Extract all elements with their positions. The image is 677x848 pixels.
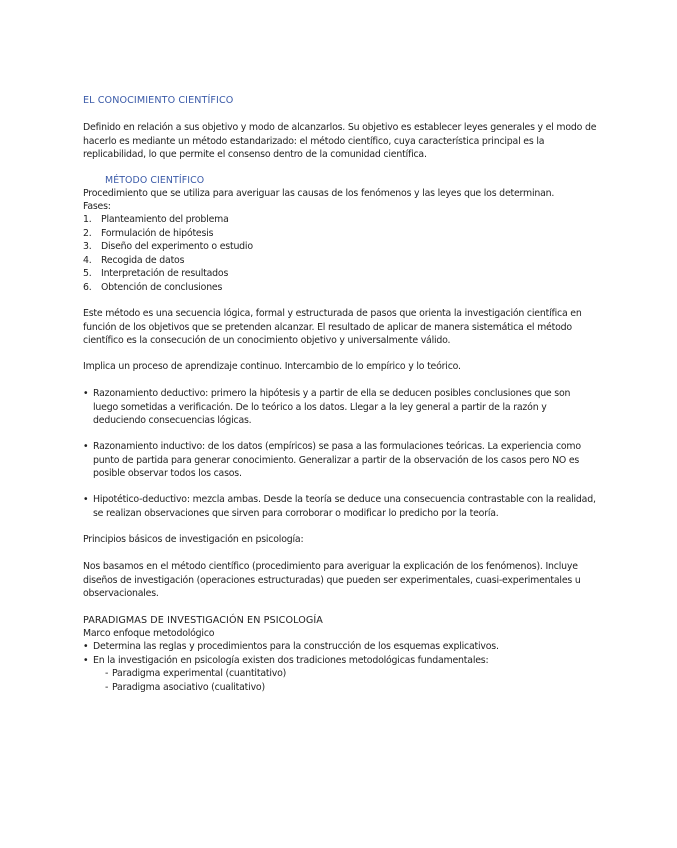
list-item: - Paradigma asociativo (cualitativo) <box>105 681 265 693</box>
bullet-icon: • <box>83 654 89 666</box>
reasoning-item-hypothetico-deductive: • Hipotético-deductivo: mezcla ambas. Desde la teoría se deduce una consecuencia contrastable con la realidad, se realizan observaciones que sirven para corroborar o modificar lo predicho por la teoría. <box>83 494 596 519</box>
list-item: 6. Obtención de conclusiones <box>83 281 223 293</box>
principles-paragraph: Nos basamos en el método científico (procedimiento para averiguar la explicación de los fenómenos). Incluye diseños de investigación (operaciones estructuradas) que pueden ser experimentales, cuasi-experimentales u observacionales. <box>83 561 581 599</box>
paradigm-types-list <box>83 667 620 694</box>
paradigms-title: PARADIGMAS DE INVESTIGACIÓN EN PSICOLOGÍA <box>83 615 323 626</box>
list-item: 3. Diseño del experimento o estudio <box>83 241 253 252</box>
list-item: • En la investigación en psicología existen dos tradiciones metodológicas fundamentales: <box>83 654 489 666</box>
list-item: 2. Formulación de hipótesis <box>83 227 214 239</box>
reasoning-item-inductive: • Razonamiento inductivo: de los datos (empíricos) se pasa a las formulaciones teóricas. La experiencia como punto de partida para generar conocimiento. Generalizar a partir de la observación de los casos pero NO es posible observar todos los casos. <box>83 441 581 479</box>
intro-paragraph: Definido en relación a sus objetivo y modo de alcanzarlos. Su objetivo es establecer leyes generales y el modo de hacerlo es mediante un método estandarizado: el método científico, cuya característica principal es la replicabilidad, lo que permite el consenso dentro de la comunidad científica. <box>83 122 597 160</box>
principles-title: Principios básicos de investigación en psicología: <box>83 534 304 545</box>
bullet-icon: • <box>83 441 89 452</box>
learning-paragraph: Implica un proceso de aprendizaje continuo. Intercambio de lo empírico y lo teórico. <box>83 361 461 372</box>
bullet-icon: • <box>83 494 89 505</box>
list-item: • Determina las reglas y procedimientos para la construcción de los esquemas explicativos. <box>83 641 499 652</box>
paradigms-subtitle: Marco enfoque metodológico <box>83 628 215 639</box>
bullet-icon: • <box>83 641 89 652</box>
method-title: MÉTODO CIENTÍFICO <box>105 175 205 186</box>
list-item: 1. Planteamiento del problema <box>83 214 229 225</box>
doc-title: EL CONOCIMIENTO CIENTÍFICO <box>83 95 234 106</box>
method-definition: Procedimiento que se utiliza para averiguar las causas de los fenómenos y las leyes que los determinan. <box>83 188 555 199</box>
list-item: 4. Recogida de datos <box>83 254 185 266</box>
paradigms-list <box>83 640 598 667</box>
list-item: 5. Interpretación de resultados <box>83 268 229 279</box>
phases-label: Fases: <box>83 201 111 212</box>
phases-list <box>83 213 598 294</box>
reasoning-item-deductive: • Razonamiento deductivo: primero la hipótesis y a partir de ella se deducen posibles conclusiones que son luego sometidas a verificación. De lo teórico a los datos. Llegar a la ley general a partir de la razón y deduciendo consecuencias lógicas. <box>83 388 571 426</box>
method-description: Este método es una secuencia lógica, formal y estructurada de pasos que orienta la investigación científica en función de los objetivos que se pretenden alcanzar. El resultado de aplicar de manera sistemática el método científico es la consecución de un conocimiento objetivo y universalmente válido. <box>83 308 582 346</box>
list-item: - Paradigma experimental (cuantitativo) <box>105 668 287 679</box>
bullet-icon: • <box>83 388 89 399</box>
